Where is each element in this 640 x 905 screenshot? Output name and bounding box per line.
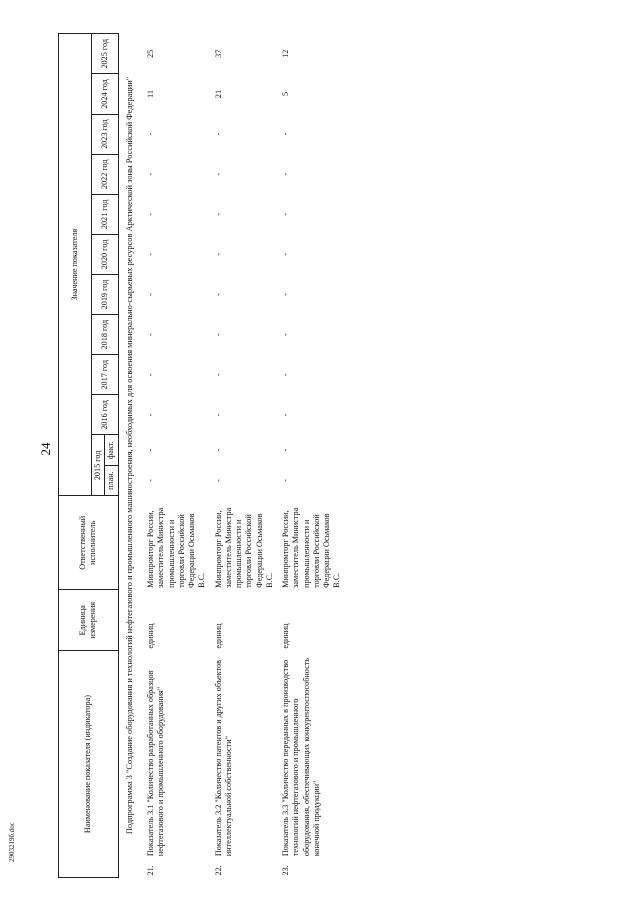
header-year: 2023 год [92,114,119,154]
value-cell: - [213,172,223,176]
header-year: 2021 год [92,194,119,234]
value-cell: - [213,132,223,136]
value-cell: 12 [281,49,290,58]
row-number: 21. [146,865,155,876]
value-cell: - [146,413,155,417]
footer-file-name: 2903219б.doc [8,822,16,862]
header-year: 2017 год [92,355,119,395]
value-cell: - [146,479,155,482]
value-cell: - [281,333,290,337]
page-number: 24 [38,442,53,456]
header-year: 2022 год [92,154,119,194]
value-cell: - [213,293,223,296]
value-cell: 11 [146,90,155,98]
value-cell: - [281,479,290,482]
value-cell: - [213,253,223,256]
indicator-responsible: Минпромторг России, заместитель Министра промышленности и торговли Российской Федерации Осьмаков В.С. [213,507,274,588]
value-cell: - [281,413,290,417]
indicator-responsible: Минпромторг России, заместитель Министра промышленности и торговли Российской Федерации Осьмаков В.С. [146,507,207,588]
header-year: 2025 год [92,34,119,74]
value-cell: - [213,448,223,452]
value-cell: - [281,448,290,452]
value-cell: - [213,333,223,337]
value-cell: - [146,172,155,176]
row-number: 23. [281,865,290,876]
value-cell: - [146,373,155,377]
header-year: 2020 год [92,234,119,274]
header-unit: Единица измерения [59,590,119,651]
value-cell: - [281,253,290,256]
indicator-unit: единиц [213,623,223,649]
value-cell: - [146,333,155,337]
value-cell: 5 [281,91,290,97]
table-row [209,34,277,878]
indicator-responsible: Минпромторг России, заместитель Министра промышленности и торговли Российской Федерации Осьмаков В.С. [281,507,342,588]
indicator-name: Показатель 3.2 "Количество патентов и других объектов интеллектуальной собственности" [213,660,233,857]
indicator-name: Показатель 3.1 "Количество разработанных образцов нефтегазового и промышленного оборудования" [146,670,166,857]
value-cell: - [146,293,155,296]
value-cell: - [146,132,155,136]
header-responsible: Ответственный исполнитель [59,496,119,590]
header-value-group: Значение показателя [59,34,92,496]
header-year-2015: 2015 год [92,435,105,496]
header-year: 2018 год [92,315,119,355]
header-year: 2019 год [92,274,119,314]
value-cell: - [146,448,155,452]
value-cell: - [281,373,290,377]
indicator-unit: единиц [281,623,290,649]
value-cell: - [281,293,290,296]
value-cell: - [146,212,155,216]
header-name: Наименование показателя (индикатора) [59,651,119,878]
value-cell: - [281,172,290,176]
value-cell: 25 [146,49,155,58]
value-cell: - [213,413,223,417]
indicator-name: Показатель 3.3 "Количество переданных в производство технологий нефтегазового и промышленного оборудования, обеспечивающих конкурентоспособность конечной продукции" [281,657,321,857]
indicator-unit: единиц [146,623,155,649]
header-plan: план. [105,465,118,495]
value-cell: - [213,373,223,377]
table-row [276,34,344,878]
value-cell: - [146,253,155,256]
subprogram-title: Подпрограмма 3 "Создание оборудования и технологий нефтегазового и промышленного машиностроения, необходимых для освоения минерально-сырьевых ресурсов Арктической зоны Российской Федерации" [124,76,134,835]
row-number: 22. [213,865,223,876]
value-cell: 37 [213,49,223,58]
table-row [141,34,209,878]
value-cell: - [281,212,290,216]
value-cell: - [281,132,290,136]
value-cell: - [213,212,223,216]
value-cell: 21 [213,89,223,99]
header-year: 2016 год [92,395,119,435]
value-cell: - [213,479,223,482]
indicators-table [58,33,344,878]
header-fact: факт. [105,435,118,465]
landscape-page [58,33,598,878]
header-year: 2024 год [92,74,119,114]
